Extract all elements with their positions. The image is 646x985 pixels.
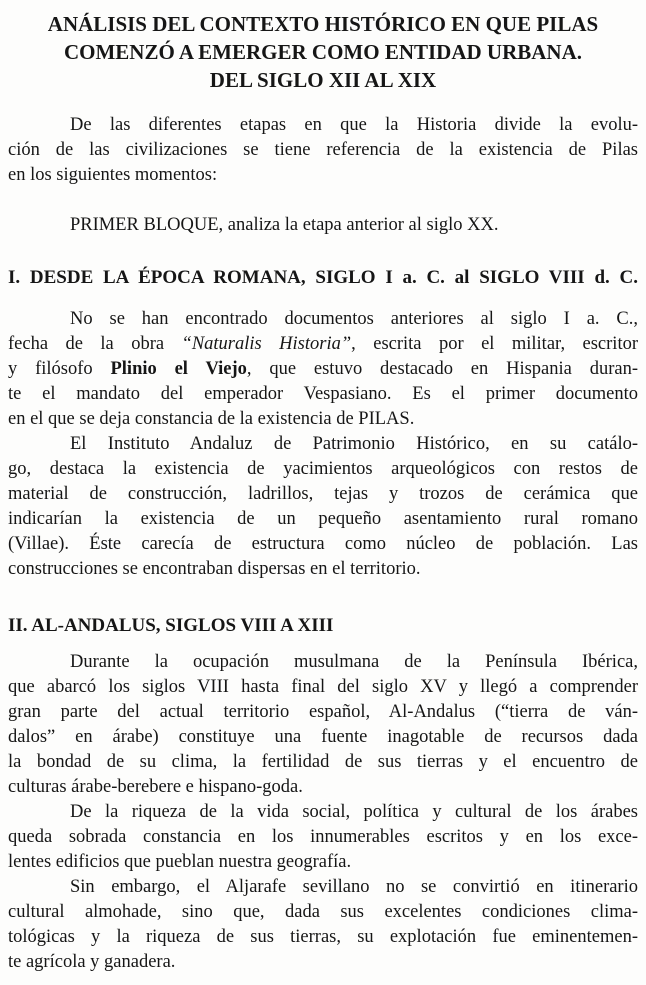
primer-bloque-paragraph — [8, 213, 638, 238]
text-line: lentes edificios que pueblan nuestra geografía. — [8, 852, 352, 872]
bold-author-name: Plinio el Viejo — [110, 359, 247, 379]
section-1-paragraph-b — [8, 432, 638, 582]
text-line: dalos” en árabe) constituye una fuente inagotable de recursos dada — [8, 727, 638, 747]
text-line — [8, 357, 638, 382]
text-line: queda sobrada constancia en los innumerables escritos y en los exce- — [8, 827, 638, 847]
text-line: construcciones se encontraban dispersas en el territorio. — [8, 559, 421, 579]
intro-paragraph — [8, 113, 638, 188]
text-line: El Instituto Andaluz de Patrimonio Histórico, en su catálo- — [70, 434, 638, 454]
title-line-1: ANÁLISIS DEL CONTEXTO HISTÓRICO EN QUE PILAS — [47, 12, 599, 36]
text-line: ción de las civilizaciones se tiene referencia de la existencia de Pilas — [8, 140, 638, 160]
text-segment: fecha de la obra — [8, 334, 182, 354]
text-line: No se han encontrado documentos anteriores al siglo I a. C., — [70, 309, 638, 329]
text-segment: y filósofo — [8, 359, 111, 379]
text-line: gran parte del actual territorio español, Al-Andalus (“tierra de ván- — [8, 702, 638, 722]
text-line: te el mandato del emperador Vespasiano. Es el primer documento — [8, 384, 638, 404]
text-line: cultural almohade, sino que, dada sus excelentes condiciones clima- — [8, 902, 638, 922]
title-line-2: COMENZÓ A EMERGER COMO ENTIDAD URBANA. — [63, 40, 583, 64]
text-segment: , escrita por el militar, escritor — [351, 334, 638, 354]
text-line: indicarían la existencia de un pequeño asentamiento rural romano — [8, 509, 638, 529]
text-line: tológicas y la riqueza de sus tierras, su explotación fue eminentemen- — [8, 927, 638, 947]
text-line: De las diferentes etapas en que la Historia divide la evolu- — [70, 115, 638, 135]
primer-bloque-line: PRIMER BLOQUE, analiza la etapa anterior al siglo XX. — [70, 215, 499, 235]
section-1-heading — [8, 265, 638, 290]
text-line: culturas árabe-berebere e hispano-goda. — [8, 777, 303, 797]
text-line: en el que se deja constancia de la existencia de PILAS. — [8, 409, 415, 429]
text-line: De la riqueza de la vida social, política y cultural de los árabes — [70, 802, 638, 822]
section-1-paragraph-a — [8, 307, 638, 432]
title-line-3: DEL SIGLO XII AL XIX — [209, 68, 437, 92]
document-title — [8, 10, 638, 94]
section-2-paragraph-c — [8, 875, 638, 975]
text-line: que abarcó los siglos VIII hasta final del siglo XV y llegó a comprender — [8, 677, 638, 697]
section-2-heading — [8, 613, 638, 638]
text-line — [8, 332, 638, 357]
text-line: en los siguientes momentos: — [8, 165, 218, 185]
section-2-paragraph-a — [8, 650, 638, 800]
text-line: material de construcción, ladrillos, tejas y trozos de cerámica que — [8, 484, 638, 504]
text-line: (Villae). Éste carecía de estructura como núcleo de población. Las — [8, 534, 638, 554]
text-line: Durante la ocupación musulmana de la Península Ibérica, — [70, 652, 638, 672]
text-line: la bondad de su clima, la fertilidad de sus tierras y el encuentro de — [8, 752, 638, 772]
text-line: te agrícola y ganadera. — [8, 952, 176, 972]
section-2-paragraph-b — [8, 800, 638, 875]
italic-work-title: “Naturalis Historia” — [181, 334, 352, 354]
text-segment: , que estuvo destacado en Hispania duran- — [246, 359, 638, 379]
section-1-heading-line: I. DESDE LA ÉPOCA ROMANA, SIGLO I a. C. al SIGLO VIII d. C. — [8, 267, 638, 288]
text-line: Sin embargo, el Aljarafe sevillano no se convirtió en itinerario — [70, 877, 638, 897]
section-2-heading-line: II. AL-ANDALUS, SIGLOS VIII A XIII — [8, 615, 334, 636]
text-line: go, destaca la existencia de yacimientos arqueológicos con restos de — [8, 459, 638, 479]
